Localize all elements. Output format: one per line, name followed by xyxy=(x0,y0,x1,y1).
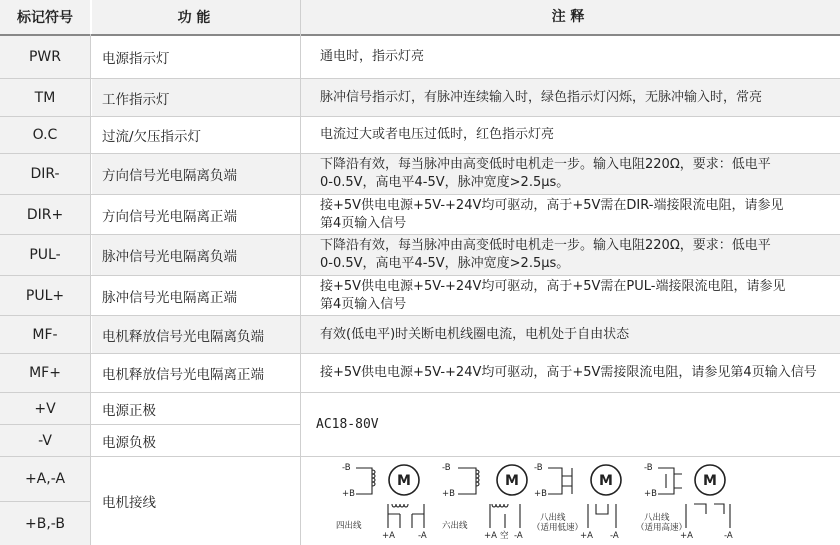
row-symbol: -V xyxy=(0,425,92,456)
diagram-four-wire xyxy=(356,465,424,528)
row-note-line2: 第4页输入信号 xyxy=(320,296,407,312)
row-function: 电源指示灯 xyxy=(102,51,170,67)
row-note-line2: 第4页输入信号 xyxy=(320,215,407,231)
label-pa: +A xyxy=(680,531,693,541)
row-function: 电机释放信号光电隔离正端 xyxy=(102,367,264,383)
label-pa: +A xyxy=(382,531,395,541)
table-header xyxy=(0,0,840,34)
label-nb: -B xyxy=(534,463,543,473)
label-pa: +A xyxy=(580,531,593,541)
header-note: 注 释 xyxy=(551,9,585,25)
table-row xyxy=(0,117,840,153)
label-pb: +B xyxy=(534,489,547,499)
row-note-line1: 下降沿有效，每当脉冲由高变低时电机走一步。输入电阻220Ω，要求：低电平 xyxy=(320,157,771,172)
row-symbol: PWR xyxy=(0,36,92,78)
power-note: AC18-80V xyxy=(316,417,379,432)
row-function: 工作指示灯 xyxy=(102,91,170,108)
label-na: -A xyxy=(610,531,619,541)
row-note-line1: 下降沿有效，每当脉冲由高变低时电机走一步。输入电阻220Ω，要求：低电平 xyxy=(320,238,771,253)
motor-symbol: M xyxy=(703,473,717,489)
header-function: 功 能 xyxy=(177,10,211,26)
row-symbol: MF+ xyxy=(0,354,92,392)
table-row xyxy=(0,276,840,315)
label-eight-wire-low-sub: （适用低速） xyxy=(532,523,584,533)
row-note xyxy=(306,276,840,315)
label-eight-wire-high: 八出线 xyxy=(644,513,670,523)
label-empty: 空 xyxy=(500,531,509,541)
row-symbol: DIR+ xyxy=(0,195,92,234)
row-note: 电流过大或者电压过低时，红色指示灯亮 xyxy=(320,127,555,142)
label-na: -A xyxy=(418,531,427,541)
row-note xyxy=(306,235,840,275)
table-row xyxy=(0,235,840,275)
row-function: 电机释放信号光电隔离负端 xyxy=(102,328,264,345)
row-symbol: TM xyxy=(0,79,92,116)
row-note: 接+5V供电电源+5V-+24V均可驱动，高于+5V需接限流电阻，请参见第4页输入信号 xyxy=(320,365,817,380)
table-row xyxy=(0,36,840,78)
table-row xyxy=(0,79,840,116)
row-symbol: MF- xyxy=(0,316,92,353)
row-function: 脉冲信号光电隔离负端 xyxy=(102,249,237,265)
row-note-line1: 接+5V供电电源+5V-+24V均可驱动，高于+5V需在PUL-端接限流电阻，请参见 xyxy=(320,278,786,294)
row-symbol: PUL+ xyxy=(0,276,92,315)
label-nb: -B xyxy=(644,463,653,473)
row-function: 方向信号光电隔离正端 xyxy=(102,208,237,225)
row-symbol: DIR- xyxy=(0,154,92,194)
row-function: 脉冲信号光电隔离正端 xyxy=(102,289,237,306)
label-na: -A xyxy=(514,531,523,541)
label-pb: +B xyxy=(644,489,657,499)
label-pb: +B xyxy=(342,489,355,499)
label-na: -A xyxy=(724,531,733,541)
row-note: 有效(低电平)时关断电机线圈电流，电机处于自由状态 xyxy=(320,326,630,342)
row-note: 通电时，指示灯亮 xyxy=(320,49,425,64)
label-pa: +A xyxy=(484,531,497,541)
row-note-line2: 0-0.5V，高电平4-5V，脉冲宽度>2.5μs。 xyxy=(320,175,570,190)
table-row xyxy=(0,195,840,234)
label-eight-wire-low: 八出线 xyxy=(540,513,566,523)
label-nb: -B xyxy=(442,463,451,473)
table-row xyxy=(0,154,840,194)
row-function: 方向信号光电隔离负端 xyxy=(102,168,237,184)
col-divider xyxy=(90,34,91,545)
row-note xyxy=(306,195,840,234)
row-symbol: +A,-A xyxy=(0,457,92,501)
row-function: 电源负极 xyxy=(102,434,156,451)
row-note xyxy=(306,154,840,194)
row-note: 脉冲信号指示灯，有脉冲连续输入时，绿色指示灯闪烁，无脉冲输入时，常亮 xyxy=(320,89,763,105)
label-eight-wire-high-sub: （适用高速） xyxy=(636,523,688,533)
row-symbol: +B,-B xyxy=(0,502,92,545)
row-function: 电机接线 xyxy=(102,495,156,511)
motor-symbol: M xyxy=(397,473,411,489)
label-nb: -B xyxy=(342,463,351,473)
row-function: 过流/欠压指示灯 xyxy=(102,129,202,145)
motor-wiring-diagram xyxy=(300,456,840,545)
label-four-wire: 四出线 xyxy=(336,521,362,531)
row-note-line1: 接+5V供电电源+5V-+24V均可驱动，高于+5V需在DIR-端接限流电阻，请参见 xyxy=(320,197,784,213)
table-row xyxy=(0,316,840,353)
motor-symbol: M xyxy=(599,473,613,489)
motor-symbol: M xyxy=(505,473,519,489)
header-symbol: 标记符号 xyxy=(0,0,92,34)
row-symbol: +V xyxy=(0,393,92,424)
row-function: 电源正极 xyxy=(102,402,156,419)
table-row xyxy=(0,354,840,392)
label-six-wire: 六出线 xyxy=(442,521,468,531)
label-pb: +B xyxy=(442,489,455,499)
row-symbol: O.C xyxy=(0,117,92,153)
row-symbol: PUL- xyxy=(0,235,92,275)
row-note-line2: 0-0.5V，高电平4-5V，脉冲宽度>2.5μs。 xyxy=(320,256,570,271)
